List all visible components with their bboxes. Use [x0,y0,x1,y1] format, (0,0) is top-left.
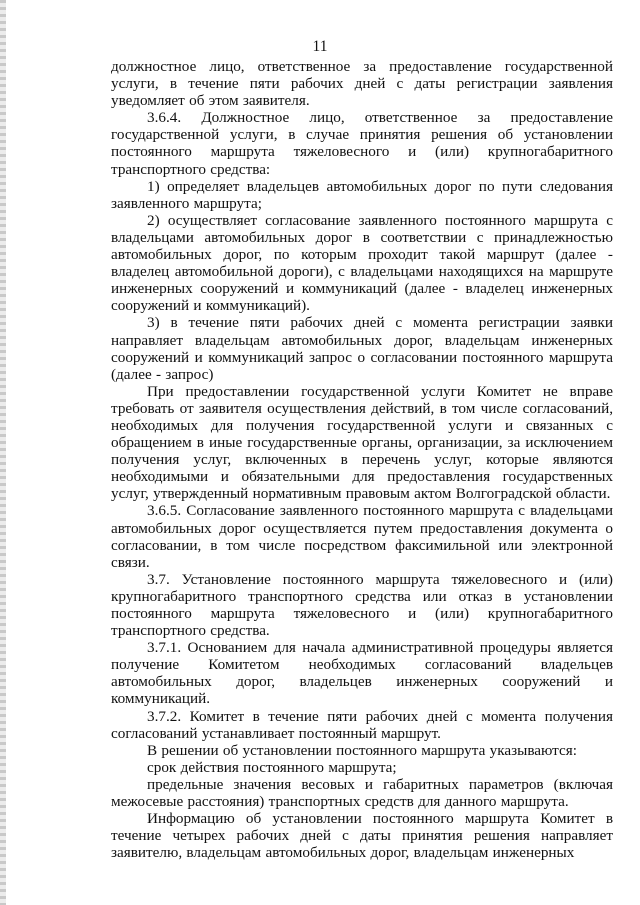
paragraph-decision-contents: В решении об установлении постоянного маршрута указываются: [147,741,577,759]
paragraph-validity-period: срок действия постоянного маршрута; [147,758,397,776]
paragraph-3-6-5: 3.6.5. Согласование заявленного постоянного маршрута с владельцами автомобильных дорог осуществляется путем предоставления документа о согласовании, в том числе посредством факсимильной или электронной связи. [111,502,613,571]
paragraph-3-7-2: 3.7.2. Комитет в течение пяти рабочих дней с момента получения согласований устанавливает постоянный маршрут. [111,707,613,742]
paragraph-3-7: 3.7. Установление постоянного маршрута тяжеловесного и (или) крупногабаритного транспортного средства или отказ в установлении постоянного маршрута тяжеловесного и (или) крупногабаритного транспортного средства. [111,570,613,640]
paragraph-limit-values: предельные значения весовых и габаритных параметров (включая межосевые расстояния) транспортных средств для данного маршрута. [111,775,613,811]
list-item-2: 2) осуществляет согласование заявленного постоянного маршрута с владельцами автомобильных дорог в соответствии с принадлежностью автомобильных дорог, по которым проходит такой маршрут (далее - владелец автомобильной дороги), с владельцами находящихся на маршруте инженерных сооружений и коммуникаций (далее - владелец инженерных сооружений и коммуникаций). [111,211,613,315]
paragraph-notification: Информацию об установлении постоянного маршрута Комитет в течение четырех рабочих дней с даты принятия решения направляет заявителю, владельцам автомобильных дорог, владельцам инженерных [111,810,613,862]
document-body [111,58,613,861]
paragraph-continuation: должностное лицо, ответственное за предоставление государственной услуги, в течение пяти рабочих дней с даты регистрации заявления уведомляет об этом заявителя. [111,58,613,110]
page-number: 11 [312,38,328,55]
paragraph-3-7-1: 3.7.1. Основанием для начала административной процедуры является получение Комитетом необходимых согласований владельцев автомобильных дорог, владельцев инженерных сооружений и коммуникаций. [111,639,613,708]
paragraph-restriction: При предоставлении государственной услуги Комитет не вправе требовать от заявителя осуществления действий, в том числе согласований, необходимых для получения государственной услуги и связанных с обращением в иные государственные органы, организации, за исключением получения услуг, включенных в перечень услуг, которые являются необходимыми и обязательными для предоставления государственных услуг, утвержденный нормативным правовым актом Волгоградской области. [111,382,613,503]
list-item-1: 1) определяет владельцев автомобильных дорог по пути следования заявленного маршрута; [111,177,613,212]
paragraph-3-6-4: 3.6.4. Должностное лицо, ответственное за предоставление государственной услуги, в случае принятия решения об установлении постоянного маршрута тяжеловесного и (или) крупногабаритного транспортного средства: [111,109,613,178]
list-item-3: 3) в течение пяти рабочих дней с момента регистрации заявки направляет владельцам автомобильных дорог, владельцам инженерных сооружений и коммуникаций запрос о согласовании постоянного маршрута (далее - запрос) [111,314,613,383]
